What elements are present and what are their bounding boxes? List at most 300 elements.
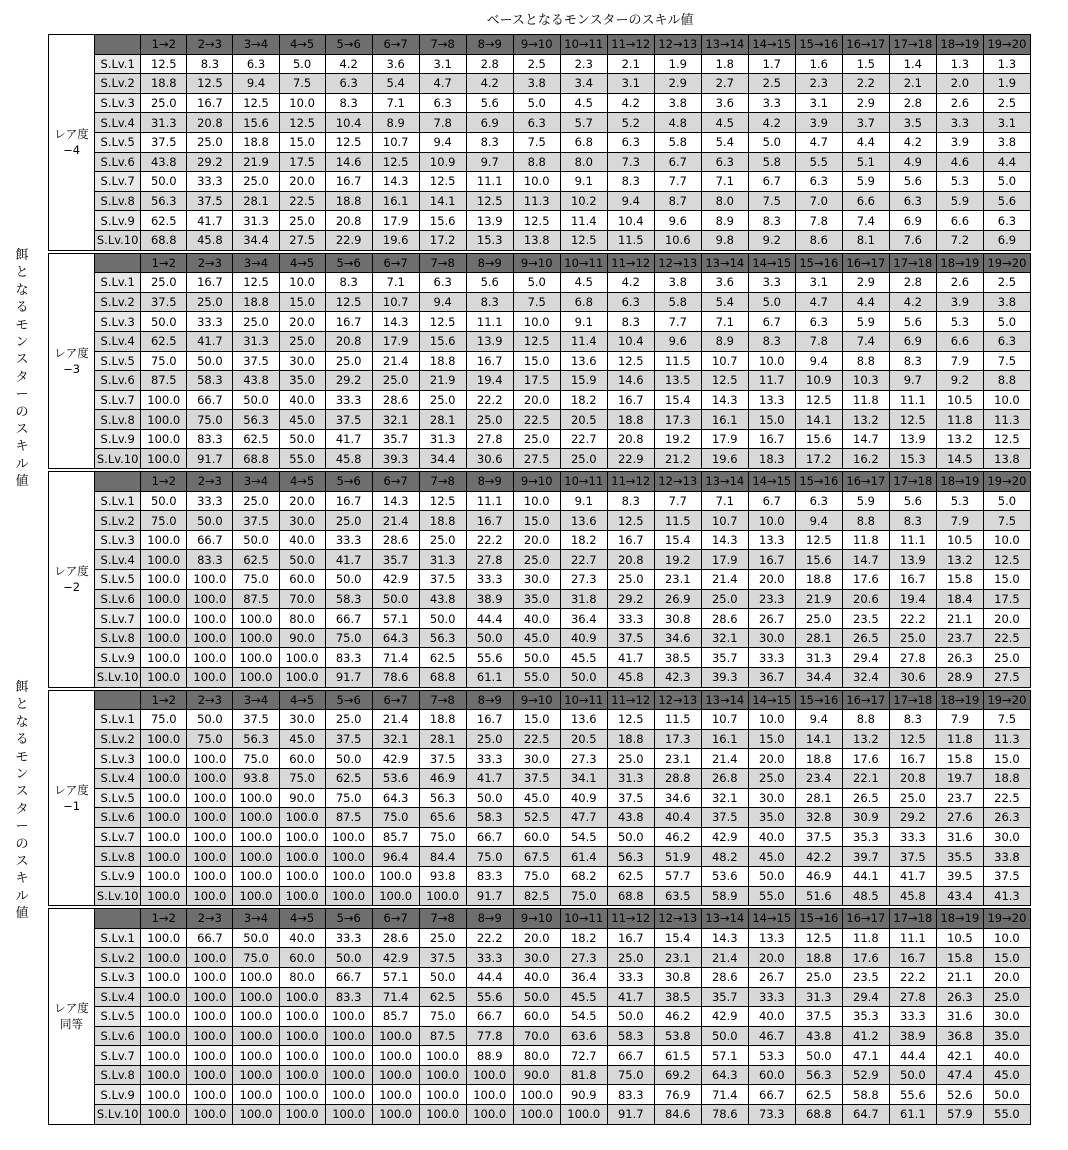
value-cell: 22.2 [466, 928, 513, 948]
value-cell: 6.9 [983, 230, 1030, 250]
value-cell: 25.0 [141, 93, 187, 113]
value-cell: 7.5 [983, 710, 1030, 730]
value-cell: 19.7 [936, 768, 983, 788]
value-cell: 68.8 [233, 449, 279, 469]
column-header: 15→16 [795, 472, 842, 492]
value-cell: 11.5 [654, 710, 701, 730]
value-cell: 29.4 [842, 648, 889, 668]
value-cell: 33.3 [607, 609, 654, 629]
value-cell: 30.8 [654, 967, 701, 987]
value-cell: 3.4 [560, 74, 607, 94]
value-cell: 100.0 [233, 1085, 279, 1105]
table-row [49, 710, 1031, 730]
column-header: 19→20 [983, 909, 1030, 929]
value-cell: 5.0 [983, 312, 1030, 332]
value-cell: 91.7 [607, 1105, 654, 1125]
value-cell: 100.0 [325, 886, 372, 906]
table-row [49, 371, 1031, 391]
value-cell: 13.9 [466, 211, 513, 231]
value-cell: 6.3 [701, 152, 748, 172]
value-cell: 12.5 [325, 292, 372, 312]
value-cell: 25.0 [560, 449, 607, 469]
value-cell: 3.8 [654, 273, 701, 293]
value-cell: 37.5 [795, 1007, 842, 1027]
value-cell: 9.7 [889, 371, 936, 391]
value-cell: 15.0 [513, 351, 560, 371]
value-cell: 23.3 [748, 589, 795, 609]
value-cell: 5.0 [279, 54, 325, 74]
value-cell: 16.7 [187, 93, 233, 113]
value-cell: 35.7 [372, 550, 419, 570]
value-cell: 18.8 [141, 74, 187, 94]
value-cell: 2.6 [936, 273, 983, 293]
value-cell: 30.0 [279, 511, 325, 531]
value-cell: 100.0 [466, 1065, 513, 1085]
value-cell: 5.6 [466, 93, 513, 113]
skill-level-label: S.Lv.9 [95, 1085, 141, 1105]
value-cell: 33.3 [466, 570, 513, 590]
value-cell: 13.8 [513, 230, 560, 250]
value-cell: 100.0 [279, 668, 325, 688]
value-cell: 100.0 [466, 1085, 513, 1105]
value-cell: 100.0 [187, 768, 233, 788]
value-cell: 28.1 [795, 628, 842, 648]
value-cell: 31.6 [936, 1007, 983, 1027]
value-cell: 100.0 [141, 749, 187, 769]
value-cell: 100.0 [187, 1105, 233, 1125]
value-cell: 2.3 [795, 74, 842, 94]
value-cell: 15.0 [279, 132, 325, 152]
header-corner [95, 472, 141, 492]
value-cell: 28.6 [372, 530, 419, 550]
value-cell: 37.5 [233, 351, 279, 371]
column-header: 19→20 [983, 472, 1030, 492]
value-cell: 4.2 [466, 74, 513, 94]
column-header: 2→3 [187, 472, 233, 492]
value-cell: 25.0 [233, 312, 279, 332]
value-cell: 9.8 [701, 230, 748, 250]
table-row [49, 948, 1031, 968]
value-cell: 20.0 [513, 928, 560, 948]
value-cell: 7.4 [842, 211, 889, 231]
value-cell: 84.6 [654, 1105, 701, 1125]
value-cell: 13.6 [560, 710, 607, 730]
value-cell: 62.5 [141, 211, 187, 231]
column-header: 3→4 [233, 472, 279, 492]
value-cell: 18.2 [560, 530, 607, 550]
skill-level-label: S.Lv.7 [95, 172, 141, 192]
value-cell: 10.7 [701, 511, 748, 531]
value-cell: 25.0 [983, 987, 1030, 1007]
value-cell: 3.8 [983, 292, 1030, 312]
value-cell: 78.6 [701, 1105, 748, 1125]
table-row [49, 1105, 1031, 1125]
value-cell: 17.6 [842, 749, 889, 769]
value-cell: 12.5 [607, 351, 654, 371]
value-cell: 52.9 [842, 1065, 889, 1085]
value-cell: 14.3 [701, 530, 748, 550]
skill-level-label: S.Lv.2 [95, 729, 141, 749]
value-cell: 56.3 [419, 628, 466, 648]
value-cell: 17.9 [372, 331, 419, 351]
value-cell: 100.0 [141, 788, 187, 808]
value-cell: 22.2 [889, 609, 936, 629]
value-cell: 100.0 [187, 1046, 233, 1066]
column-header: 15→16 [795, 909, 842, 929]
value-cell: 30.0 [983, 1007, 1030, 1027]
column-header: 12→13 [654, 35, 701, 55]
value-cell: 43.8 [419, 589, 466, 609]
value-cell: 40.0 [748, 1007, 795, 1027]
value-cell: 16.7 [607, 390, 654, 410]
value-cell: 4.2 [607, 93, 654, 113]
value-cell: 7.5 [279, 74, 325, 94]
value-cell: 30.9 [842, 808, 889, 828]
value-cell: 22.5 [279, 191, 325, 211]
value-cell: 35.3 [842, 827, 889, 847]
value-cell: 20.0 [279, 172, 325, 192]
value-cell: 27.6 [936, 808, 983, 828]
value-cell: 100.0 [419, 886, 466, 906]
value-cell: 100.0 [141, 1046, 187, 1066]
value-cell: 7.5 [983, 351, 1030, 371]
value-cell: 100.0 [187, 648, 233, 668]
value-cell: 7.6 [889, 230, 936, 250]
value-cell: 100.0 [279, 1065, 325, 1085]
skill-level-label: S.Lv.1 [95, 273, 141, 293]
value-cell: 12.5 [372, 152, 419, 172]
value-cell: 5.6 [889, 312, 936, 332]
value-cell: 9.4 [795, 710, 842, 730]
value-cell: 10.0 [983, 530, 1030, 550]
value-cell: 88.9 [466, 1046, 513, 1066]
value-cell: 30.0 [279, 351, 325, 371]
value-cell: 25.0 [279, 331, 325, 351]
column-header: 3→4 [233, 909, 279, 929]
value-cell: 100.0 [187, 589, 233, 609]
value-cell: 41.7 [187, 331, 233, 351]
value-cell: 81.8 [560, 1065, 607, 1085]
value-cell: 12.5 [466, 191, 513, 211]
value-cell: 5.7 [560, 113, 607, 133]
value-cell: 25.0 [513, 550, 560, 570]
value-cell: 58.3 [325, 589, 372, 609]
value-cell: 41.7 [607, 648, 654, 668]
value-cell: 21.2 [654, 449, 701, 469]
value-cell: 75.0 [279, 768, 325, 788]
value-cell: 10.3 [842, 371, 889, 391]
value-cell: 32.4 [842, 668, 889, 688]
skill-level-label: S.Lv.1 [95, 928, 141, 948]
value-cell: 20.0 [983, 967, 1030, 987]
value-cell: 8.3 [889, 351, 936, 371]
column-header: 19→20 [983, 690, 1030, 710]
value-cell: 50.0 [889, 1065, 936, 1085]
value-cell: 50.0 [187, 511, 233, 531]
value-cell: 71.4 [372, 987, 419, 1007]
value-cell: 40.0 [513, 967, 560, 987]
value-cell: 9.1 [560, 172, 607, 192]
value-cell: 100.0 [141, 987, 187, 1007]
value-cell: 42.2 [795, 847, 842, 867]
value-cell: 19.6 [372, 230, 419, 250]
column-header: 4→5 [279, 35, 325, 55]
value-cell: 32.1 [372, 729, 419, 749]
value-cell: 100.0 [141, 886, 187, 906]
value-cell: 45.0 [513, 628, 560, 648]
value-cell: 22.7 [560, 429, 607, 449]
value-cell: 50.0 [419, 967, 466, 987]
value-cell: 15.6 [795, 550, 842, 570]
value-cell: 100.0 [279, 886, 325, 906]
table-row [49, 1065, 1031, 1085]
skill-level-label: S.Lv.10 [95, 449, 141, 469]
value-cell: 8.1 [842, 230, 889, 250]
value-cell: 19.2 [654, 550, 701, 570]
value-cell: 68.8 [141, 230, 187, 250]
value-cell: 50.0 [233, 928, 279, 948]
value-cell: 48.2 [701, 847, 748, 867]
value-cell: 2.8 [889, 93, 936, 113]
value-cell: 62.5 [233, 429, 279, 449]
value-cell: 64.3 [701, 1065, 748, 1085]
value-cell: 83.3 [325, 987, 372, 1007]
value-cell: 25.0 [701, 589, 748, 609]
table-row [49, 987, 1031, 1007]
value-cell: 50.0 [607, 827, 654, 847]
table-row [49, 550, 1031, 570]
value-cell: 66.7 [466, 827, 513, 847]
header-row [49, 472, 1031, 492]
value-cell: 85.7 [372, 827, 419, 847]
value-cell: 42.9 [701, 827, 748, 847]
value-cell: 12.5 [795, 530, 842, 550]
value-cell: 30.0 [748, 788, 795, 808]
value-cell: 62.5 [233, 550, 279, 570]
value-cell: 43.8 [607, 808, 654, 828]
value-cell: 20.0 [279, 491, 325, 511]
column-header: 7→8 [419, 472, 466, 492]
value-cell: 3.5 [889, 113, 936, 133]
value-cell: 1.7 [748, 54, 795, 74]
value-cell: 47.1 [842, 1046, 889, 1066]
column-header: 9→10 [513, 253, 560, 273]
value-cell: 27.5 [513, 449, 560, 469]
value-cell: 5.1 [842, 152, 889, 172]
value-cell: 100.0 [419, 1085, 466, 1105]
table-row [49, 230, 1031, 250]
skill-level-label: S.Lv.9 [95, 429, 141, 449]
value-cell: 2.9 [842, 273, 889, 293]
value-cell: 12.5 [795, 390, 842, 410]
value-cell: 46.2 [654, 827, 701, 847]
value-cell: 2.6 [936, 93, 983, 113]
value-cell: 50.0 [607, 1007, 654, 1027]
value-cell: 58.9 [701, 886, 748, 906]
value-cell: 12.5 [607, 710, 654, 730]
value-cell: 23.5 [842, 609, 889, 629]
value-cell: 19.6 [701, 449, 748, 469]
value-cell: 37.5 [513, 768, 560, 788]
value-cell: 7.8 [419, 113, 466, 133]
value-cell: 53.6 [701, 866, 748, 886]
value-cell: 41.3 [983, 886, 1030, 906]
header-corner [95, 690, 141, 710]
value-cell: 30.0 [513, 948, 560, 968]
value-cell: 100.0 [141, 827, 187, 847]
skill-level-label: S.Lv.3 [95, 530, 141, 550]
value-cell: 1.8 [701, 54, 748, 74]
value-cell: 100.0 [187, 948, 233, 968]
value-cell: 15.8 [936, 749, 983, 769]
value-cell: 50.0 [187, 351, 233, 371]
column-header: 1→2 [141, 909, 187, 929]
value-cell: 96.4 [372, 847, 419, 867]
value-cell: 11.8 [936, 729, 983, 749]
table-row [49, 847, 1031, 867]
skill-level-label: S.Lv.4 [95, 550, 141, 570]
value-cell: 20.8 [187, 113, 233, 133]
table-row [49, 589, 1031, 609]
value-cell: 45.0 [513, 788, 560, 808]
column-header: 5→6 [325, 690, 372, 710]
value-cell: 100.0 [233, 628, 279, 648]
value-cell: 56.3 [419, 788, 466, 808]
column-header: 5→6 [325, 35, 372, 55]
value-cell: 5.6 [889, 172, 936, 192]
value-cell: 50.0 [233, 390, 279, 410]
value-cell: 17.9 [701, 429, 748, 449]
value-cell: 52.6 [936, 1085, 983, 1105]
value-cell: 7.1 [701, 172, 748, 192]
table-row [49, 609, 1031, 629]
value-cell: 83.3 [187, 429, 233, 449]
column-header: 19→20 [983, 253, 1030, 273]
value-cell: 46.9 [419, 768, 466, 788]
value-cell: 4.8 [654, 113, 701, 133]
value-cell: 9.2 [748, 230, 795, 250]
value-cell: 14.3 [701, 928, 748, 948]
value-cell: 10.7 [701, 351, 748, 371]
value-cell: 16.2 [842, 449, 889, 469]
value-cell: 22.1 [842, 768, 889, 788]
value-cell: 2.0 [936, 74, 983, 94]
value-cell: 50.0 [233, 530, 279, 550]
value-cell: 8.3 [607, 172, 654, 192]
column-header: 15→16 [795, 35, 842, 55]
skill-level-label: S.Lv.7 [95, 390, 141, 410]
table-row [49, 449, 1031, 469]
value-cell: 6.7 [748, 172, 795, 192]
value-cell: 15.0 [513, 511, 560, 531]
column-header: 9→10 [513, 472, 560, 492]
value-cell: 45.0 [983, 1065, 1030, 1085]
value-cell: 4.9 [889, 152, 936, 172]
value-cell: 8.3 [748, 331, 795, 351]
value-cell: 13.3 [748, 530, 795, 550]
value-cell: 6.3 [607, 132, 654, 152]
value-cell: 100.0 [372, 1105, 419, 1125]
value-cell: 6.6 [936, 211, 983, 231]
value-cell: 10.4 [607, 331, 654, 351]
value-cell: 29.2 [187, 152, 233, 172]
value-cell: 35.0 [279, 371, 325, 391]
value-cell: 28.9 [936, 668, 983, 688]
value-cell: 11.1 [466, 312, 513, 332]
header-row [49, 690, 1031, 710]
value-cell: 6.3 [233, 54, 279, 74]
value-cell: 5.0 [513, 273, 560, 293]
value-cell: 7.5 [748, 191, 795, 211]
value-cell: 8.3 [466, 292, 513, 312]
value-cell: 35.7 [701, 648, 748, 668]
value-cell: 15.0 [983, 570, 1030, 590]
value-cell: 27.5 [983, 668, 1030, 688]
header-corner [95, 253, 141, 273]
value-cell: 40.0 [279, 928, 325, 948]
skill-level-label: S.Lv.2 [95, 292, 141, 312]
value-cell: 3.3 [936, 113, 983, 133]
value-cell: 12.5 [325, 132, 372, 152]
value-cell: 7.8 [795, 211, 842, 231]
value-cell: 22.5 [983, 628, 1030, 648]
value-cell: 75.0 [141, 351, 187, 371]
value-cell: 11.5 [654, 351, 701, 371]
value-cell: 100.0 [187, 967, 233, 987]
value-cell: 2.8 [466, 54, 513, 74]
value-cell: 18.8 [795, 749, 842, 769]
value-cell: 33.3 [187, 491, 233, 511]
value-cell: 2.3 [560, 54, 607, 74]
value-cell: 87.5 [419, 1026, 466, 1046]
value-cell: 12.5 [889, 410, 936, 430]
value-cell: 22.5 [513, 410, 560, 430]
value-cell: 22.5 [983, 788, 1030, 808]
value-cell: 66.7 [325, 967, 372, 987]
value-cell: 16.7 [607, 928, 654, 948]
column-header: 9→10 [513, 909, 560, 929]
value-cell: 28.6 [372, 928, 419, 948]
value-cell: 10.0 [748, 710, 795, 730]
value-cell: 6.3 [325, 74, 372, 94]
value-cell: 22.9 [607, 449, 654, 469]
value-cell: 8.3 [607, 491, 654, 511]
value-cell: 8.3 [748, 211, 795, 231]
value-cell: 3.6 [701, 273, 748, 293]
table-row [49, 729, 1031, 749]
value-cell: 8.3 [889, 710, 936, 730]
value-cell: 26.7 [748, 967, 795, 987]
table-row [49, 530, 1031, 550]
value-cell: 8.3 [466, 132, 513, 152]
rarity-label: レア度 −3 [49, 253, 95, 469]
value-cell: 25.0 [466, 410, 513, 430]
skill-level-label: S.Lv.6 [95, 589, 141, 609]
table-row [49, 768, 1031, 788]
value-cell: 75.0 [233, 948, 279, 968]
column-header: 7→8 [419, 35, 466, 55]
value-cell: 14.1 [795, 729, 842, 749]
value-cell: 41.7 [325, 550, 372, 570]
header-row [49, 909, 1031, 929]
value-cell: 41.7 [325, 429, 372, 449]
value-cell: 4.2 [325, 54, 372, 74]
value-cell: 20.8 [325, 331, 372, 351]
value-cell: 50.0 [983, 1085, 1030, 1105]
column-header: 3→4 [233, 690, 279, 710]
value-cell: 100.0 [141, 429, 187, 449]
value-cell: 100.0 [279, 1046, 325, 1066]
